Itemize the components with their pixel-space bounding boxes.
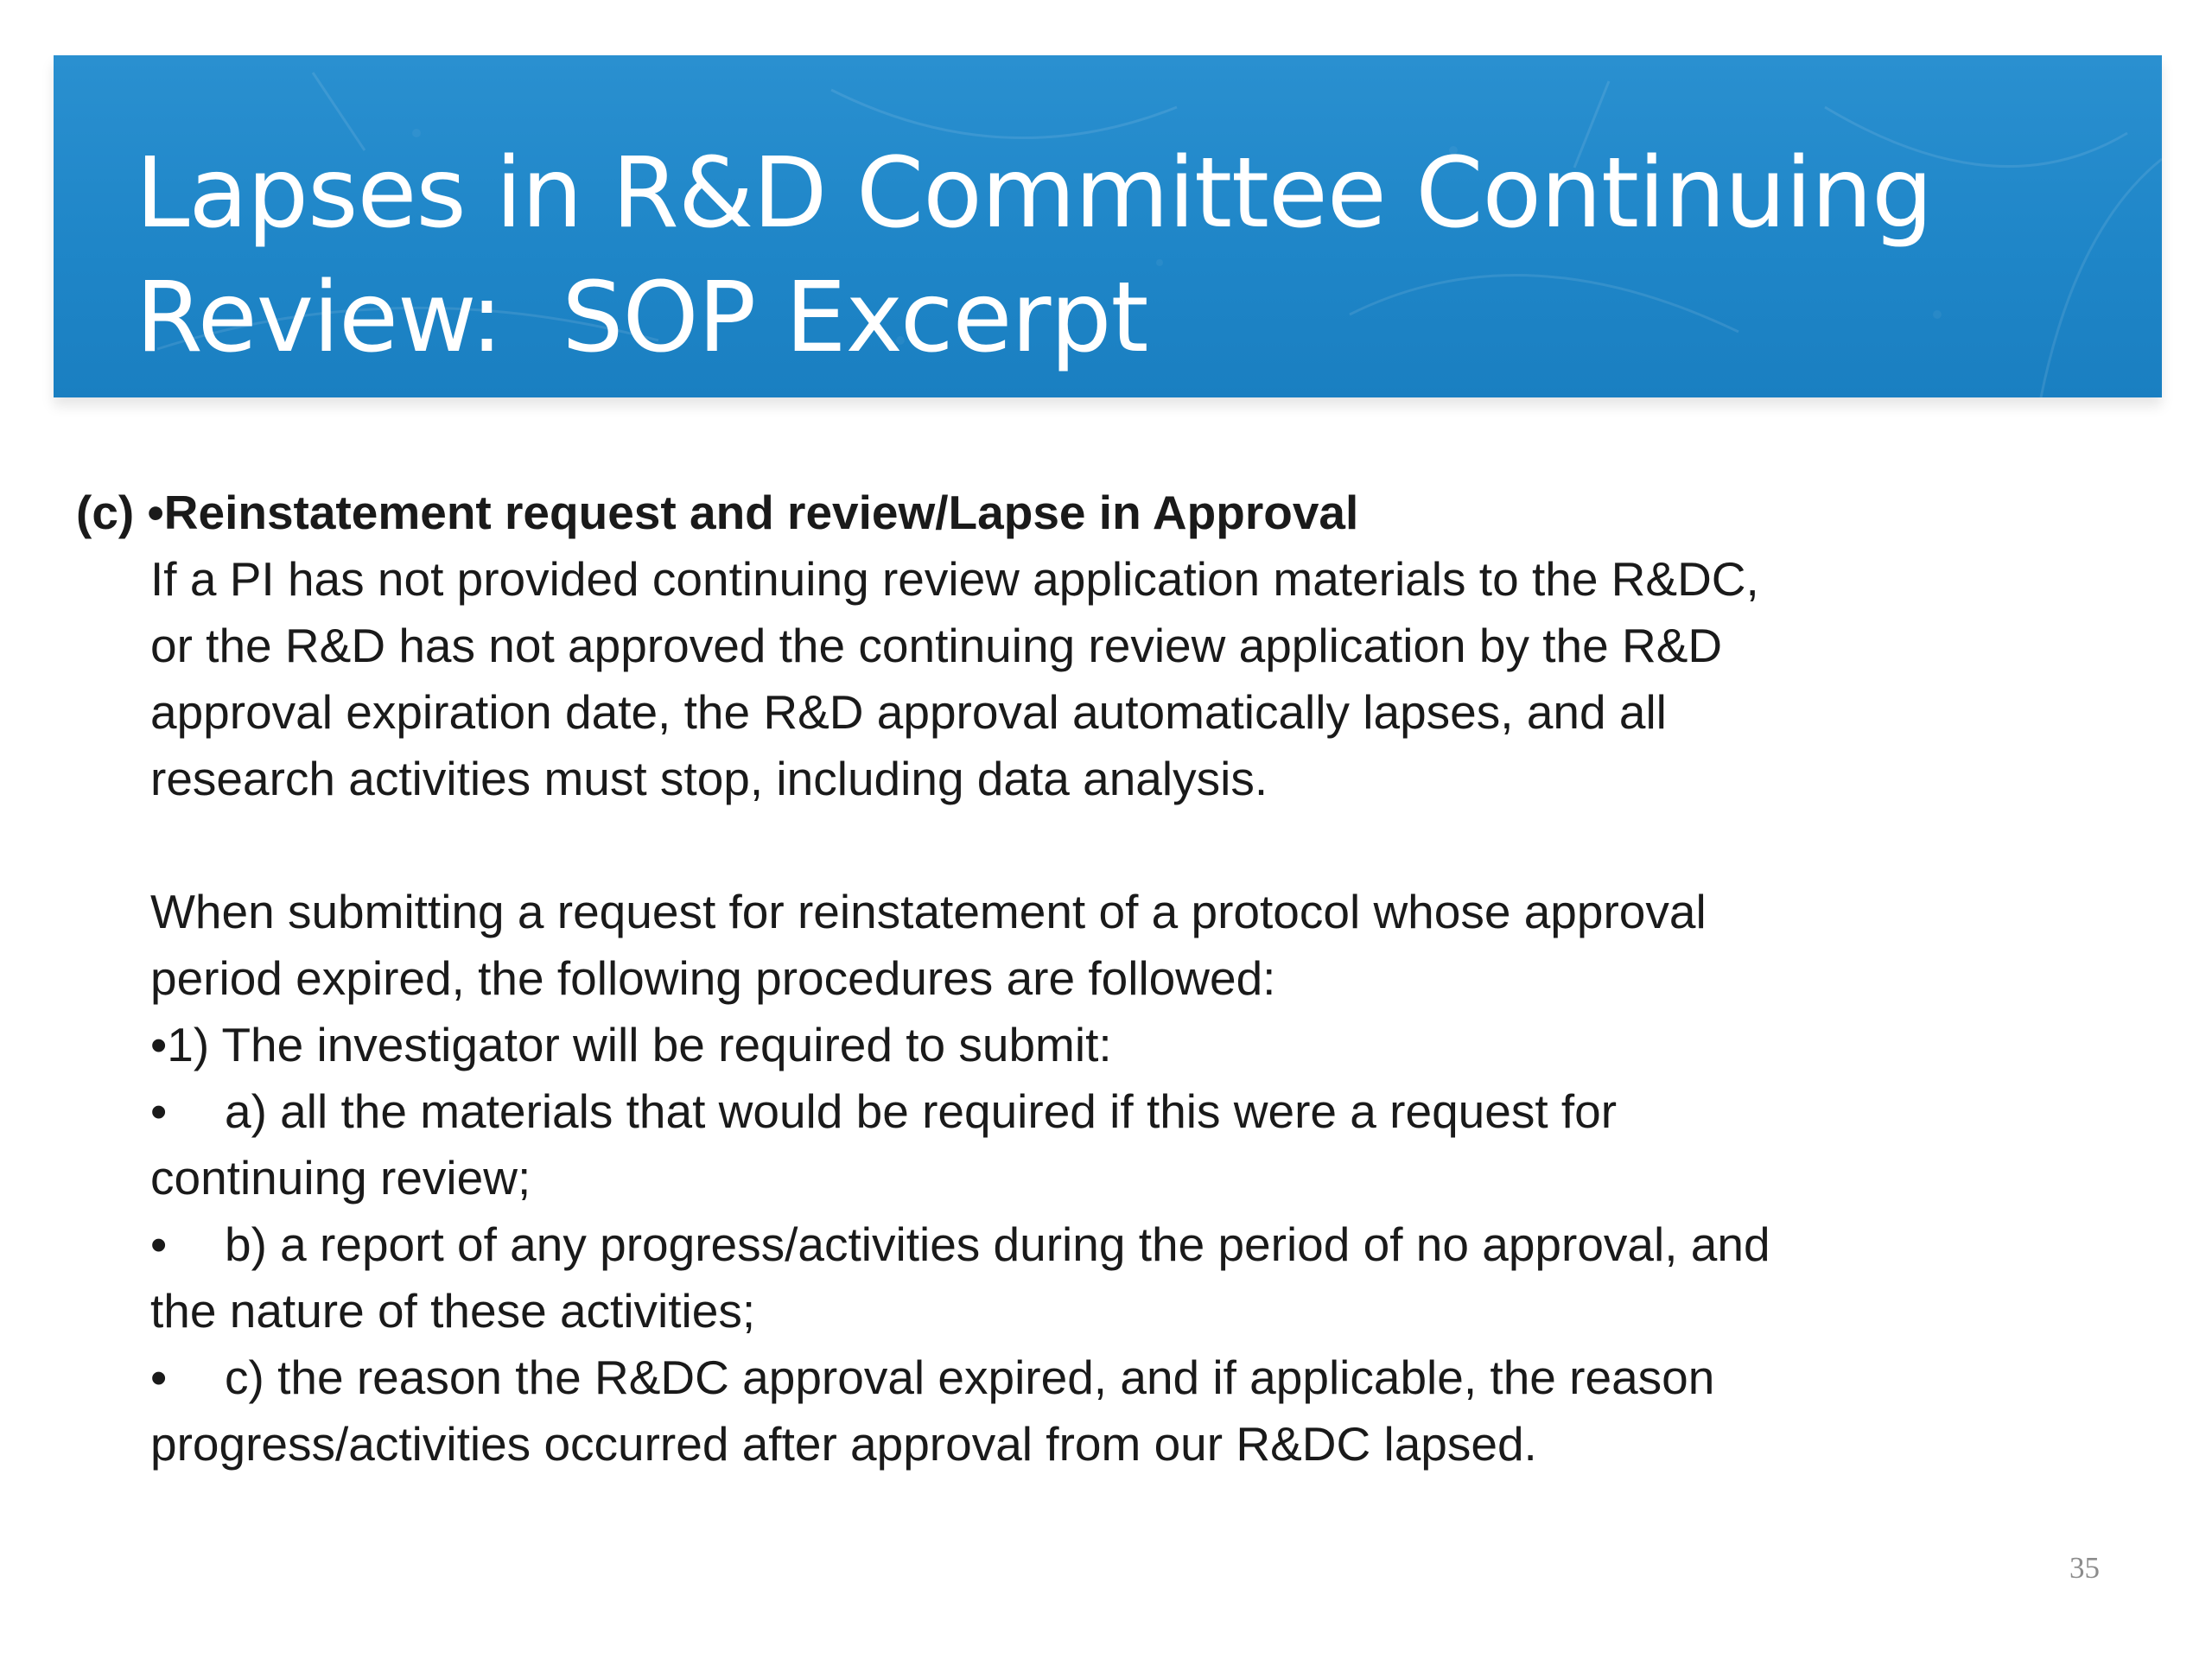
- bullet-list: [150, 1078, 1934, 1478]
- paragraph-lapse-policy: [150, 546, 1934, 812]
- bullet-continuation: progress/activities occurred after approval from our R&DC lapsed.: [150, 1417, 1537, 1471]
- indented-body: [76, 546, 1934, 1478]
- bullet-item-a: [150, 1078, 1934, 1211]
- slide-title-line: Review: SOP Excerpt: [136, 262, 1148, 374]
- paragraph-line: When submitting a request for reinstatement of a protocol whose approval: [150, 885, 1707, 938]
- page-number: 35: [2069, 1551, 2100, 1585]
- bullet-first-line: [150, 1211, 1934, 1278]
- paragraph-line: or the R&D has not approved the continuing review application by the R&D: [150, 619, 1723, 672]
- paragraph-line: research activities must stop, including data analysis.: [150, 752, 1268, 805]
- slide-title: [136, 131, 2123, 380]
- bullet-item-b: [150, 1211, 1934, 1344]
- bullet-icon: •: [150, 1351, 168, 1404]
- paragraph-reinstatement: [150, 879, 1934, 1078]
- bullet-first-line: [150, 1344, 1934, 1411]
- paragraph-line: If a PI has not provided continuing review application materials to the R&DC,: [150, 552, 1759, 606]
- bullet-continuation: the nature of these activities;: [150, 1284, 756, 1338]
- slide-body: [76, 480, 1934, 1478]
- bullet-continuation: continuing review;: [150, 1151, 531, 1205]
- bullet-icon: •: [150, 1084, 168, 1138]
- bullet-first-line: [150, 1078, 1934, 1145]
- paragraph-line: approval expiration date, the R&D approval automatically lapses, and all: [150, 685, 1667, 739]
- section-heading: (c) •Reinstatement request and review/Lapse in Approval: [76, 486, 1359, 539]
- slide-title-line: Lapses in R&D Committee Continuing: [136, 137, 1933, 250]
- bullet-item-c: [150, 1344, 1934, 1478]
- numbered-item: •1) The investigator will be required to submit:: [150, 1018, 1112, 1071]
- bullet-icon: •: [150, 1217, 168, 1271]
- bullet-text: a) all the materials that would be required if this were a request for: [225, 1084, 1618, 1138]
- bullet-text: c) the reason the R&DC approval expired, and if applicable, the reason: [225, 1351, 1715, 1404]
- title-banner: [54, 55, 2162, 397]
- paragraph-line: period expired, the following procedures are followed:: [150, 951, 1276, 1005]
- paragraph-spacer: [150, 812, 1934, 879]
- bullet-text: b) a report of any progress/activities during the period of no approval, and: [225, 1217, 1770, 1271]
